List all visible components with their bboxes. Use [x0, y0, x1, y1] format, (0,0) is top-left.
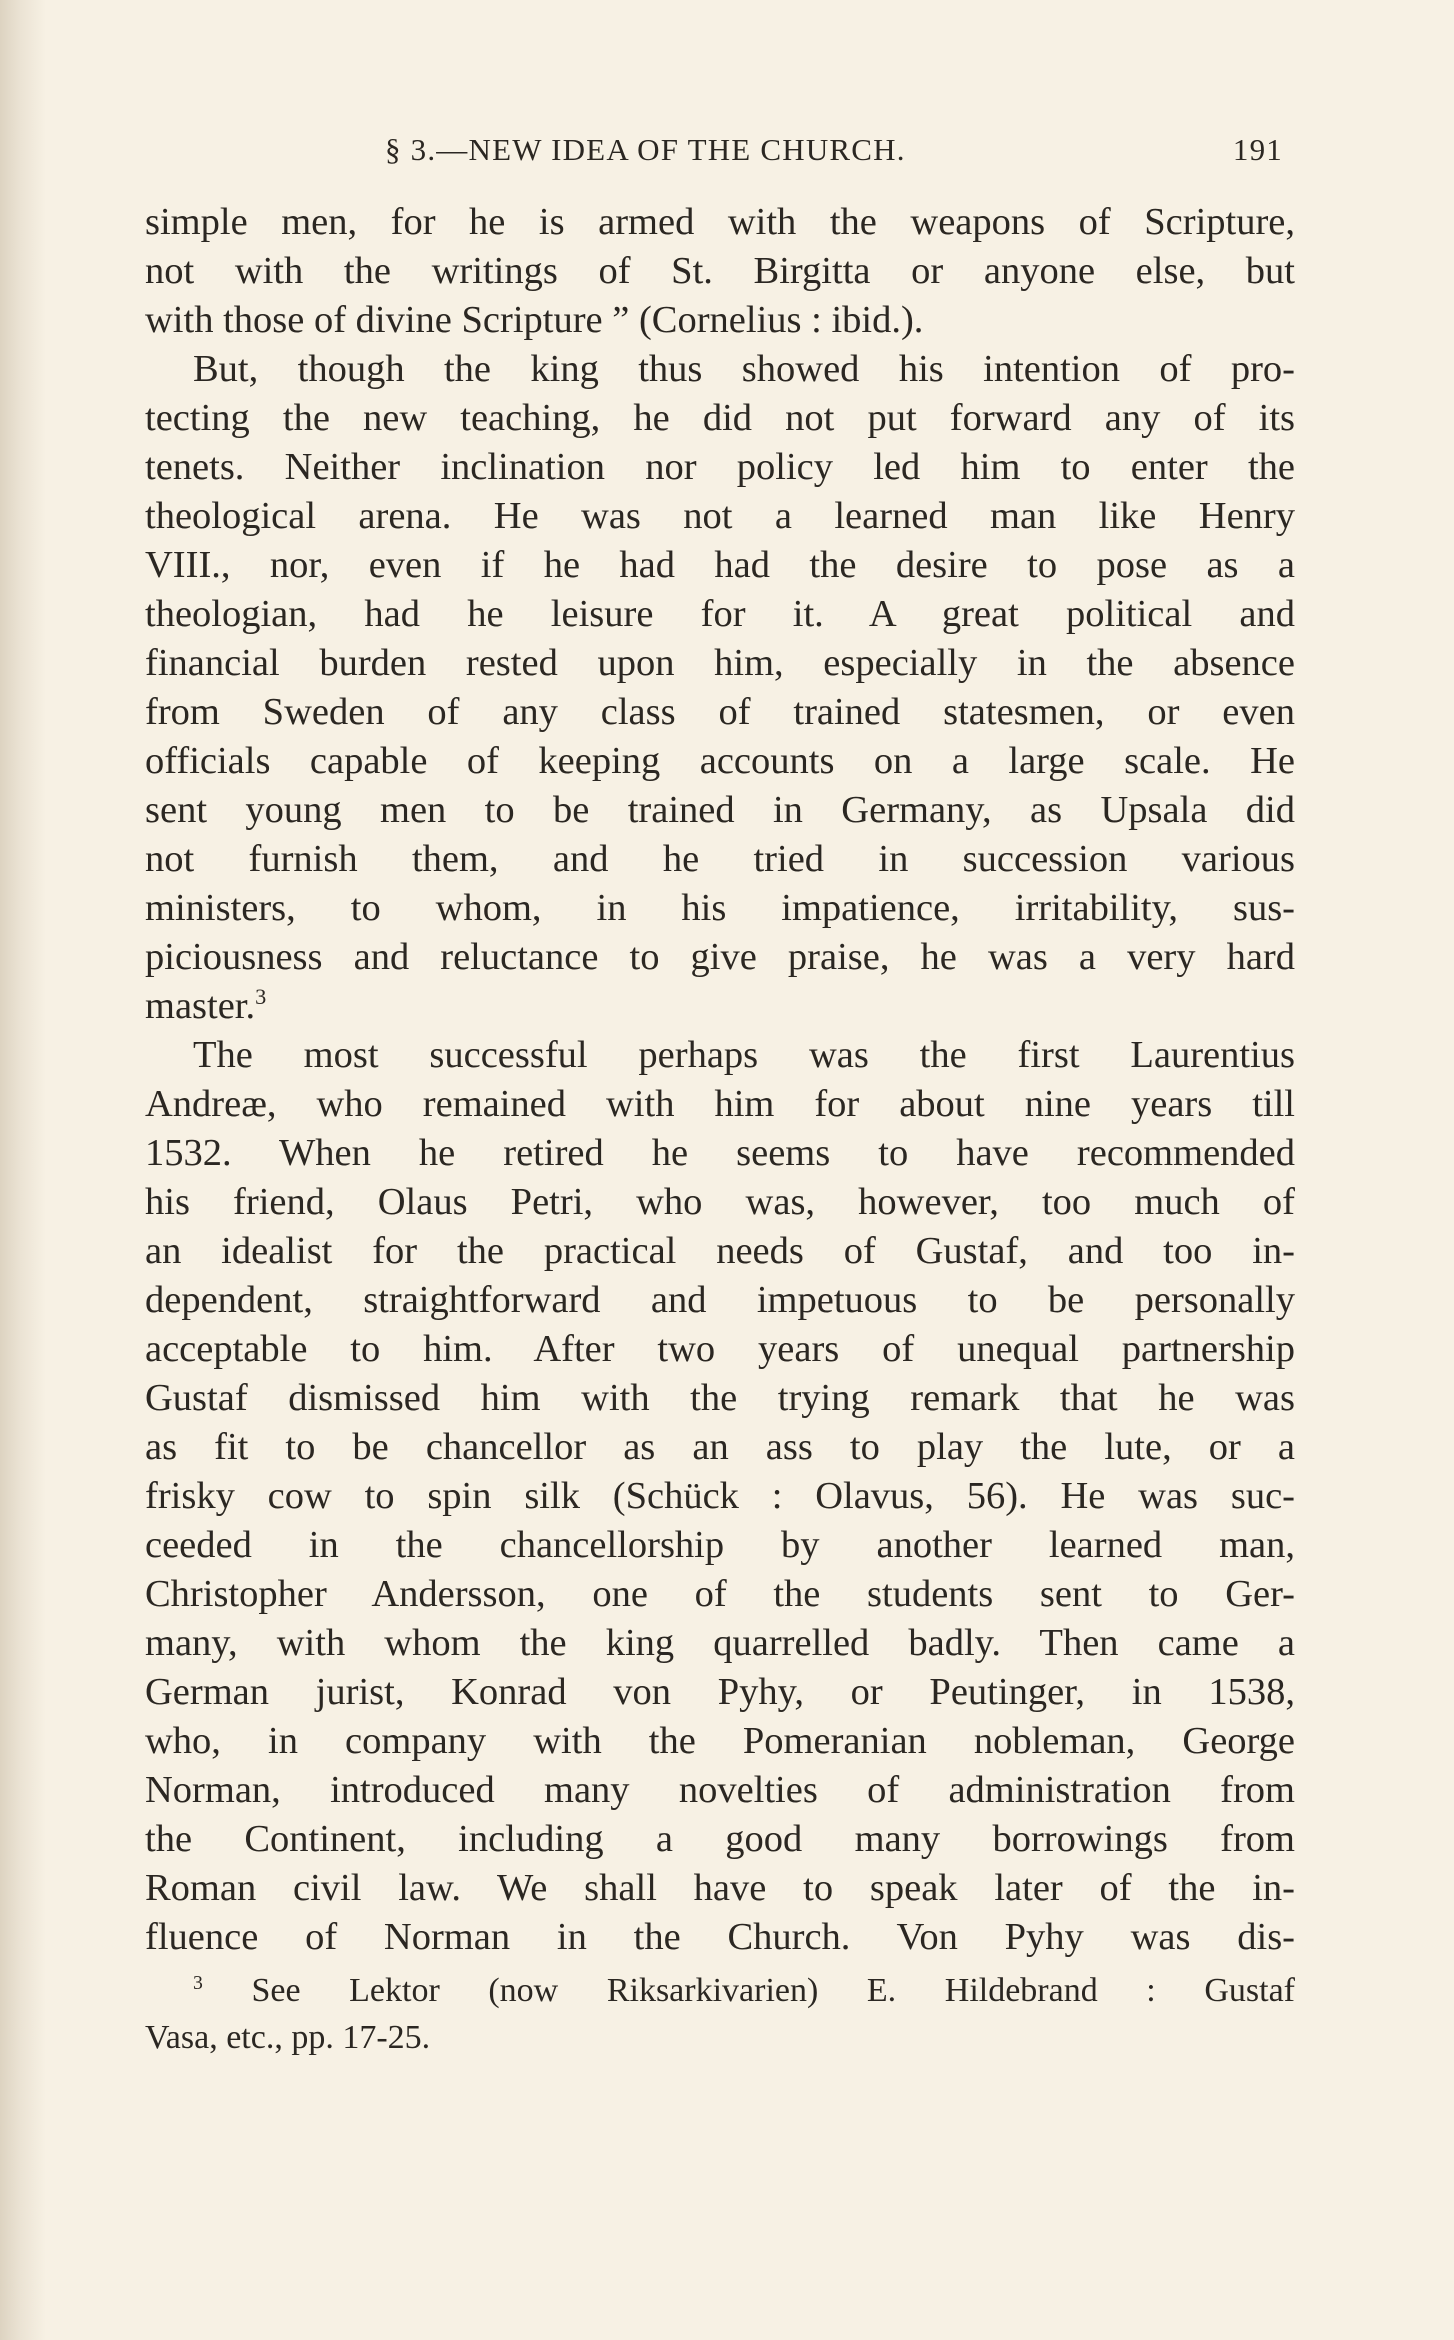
text-line: dependent, straightforward and impetuous to be personally — [145, 1279, 1295, 1321]
paragraph-start-line: But, though the king thus showed his intention of pro- — [193, 348, 1295, 390]
text-line: piciousness and reluctance to give praise, he was a very hard — [145, 936, 1295, 978]
footnote-line — [145, 1967, 1295, 2014]
text-line: an idealist for the practical needs of Gustaf, and too in- — [145, 1230, 1295, 1272]
text-line: the Continent, including a good many borrowings from — [145, 1818, 1295, 1860]
text-line: Christopher Andersson, one of the students sent to Ger- — [145, 1573, 1295, 1615]
text-line: sent young men to be trained in Germany, as Upsala did — [145, 789, 1295, 831]
text-line: ceeded in the chancellorship by another learned man, — [145, 1524, 1295, 1566]
text-line: Roman civil law. We shall have to speak later of the in- — [145, 1867, 1295, 1909]
text-line: Gustaf dismissed him with the trying remark that he was — [145, 1377, 1295, 1419]
text-line: master. — [145, 985, 256, 1027]
text-line: German jurist, Konrad von Pyhy, or Peutinger, in 1538, — [145, 1671, 1295, 1713]
text-line: theologian, had he leisure for it. A great political and — [145, 593, 1295, 635]
text-line: simple men, for he is armed with the weapons of Scripture, — [145, 201, 1295, 243]
book-page — [145, 0, 1295, 2340]
text-line: frisky cow to spin silk (Schück : Olavus, 56). He was suc- — [145, 1475, 1295, 1517]
text-line: fluence of Norman in the Church. Von Pyhy was dis- — [145, 1916, 1295, 1958]
paragraph-start-line: The most successful perhaps was the first Laurentius — [193, 1034, 1295, 1076]
text-line: Andreæ, who remained with him for about nine years till — [145, 1083, 1295, 1125]
text-line: not with the writings of St. Birgitta or anyone else, but — [145, 250, 1295, 292]
running-title: § 3.—NEW IDEA OF THE CHURCH. — [385, 132, 906, 167]
text-line: tecting the new teaching, he did not put forward any of its — [145, 397, 1295, 439]
text-line: as fit to be chancellor as an ass to play the lute, or a — [145, 1426, 1295, 1468]
text-line: his friend, Olaus Petri, who was, however, too much of — [145, 1181, 1295, 1223]
text-line: 1532. When he retired he seems to have recommended — [145, 1132, 1295, 1174]
text-line: not furnish them, and he tried in succession various — [145, 838, 1295, 880]
text-line: financial burden rested upon him, especially in the absence — [145, 642, 1295, 684]
body-text — [145, 198, 1295, 1962]
text-line: from Sweden of any class of trained statesmen, or even — [145, 691, 1295, 733]
footnote-line: Vasa, etc., pp. 17-25. — [145, 2019, 431, 2056]
text-line: VIII., nor, even if he had had the desire to pose as a — [145, 544, 1295, 586]
text-line: Norman, introduced many novelties of administration from — [145, 1769, 1295, 1811]
text-line-with-footnote-ref — [145, 982, 1295, 1031]
text-line: many, with whom the king quarrelled badly. Then came a — [145, 1622, 1295, 1664]
text-line: who, in company with the Pomeranian nobleman, George — [145, 1720, 1295, 1762]
footnote-marker: 3 — [193, 1971, 203, 1994]
page-edge-shadow — [0, 0, 46, 2340]
text-line: officials capable of keeping accounts on a large scale. He — [145, 740, 1295, 782]
text-line: acceptable to him. After two years of unequal partnership — [145, 1328, 1295, 1370]
footnote-text: See Lektor (now Riksarkivarien) E. Hildebrand : Gustaf — [251, 1972, 1295, 2009]
text-line: ministers, to whom, in his impatience, irritability, sus- — [145, 887, 1295, 929]
running-header — [145, 128, 1295, 172]
footnote — [145, 1967, 1295, 2061]
text-line: with those of divine Scripture ” (Cornelius : ibid.). — [145, 299, 924, 341]
text-line: theological arena. He was not a learned man like Henry — [145, 495, 1295, 537]
footnote-reference: 3 — [255, 984, 267, 1010]
text-line: tenets. Neither inclination nor policy led him to enter the — [145, 446, 1295, 488]
page-number: 191 — [1232, 132, 1283, 167]
